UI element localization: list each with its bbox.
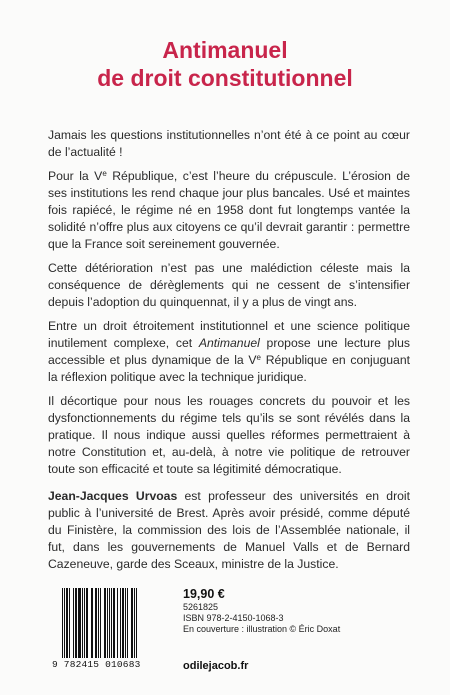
- price: 19,90 €: [183, 587, 225, 601]
- barcode: [52, 588, 172, 668]
- text-span: République en conjuguant la réflexion politique avec la technique juridique.: [48, 353, 410, 384]
- book-name-italic: Antimanuel: [198, 336, 260, 350]
- barcode-bar: [137, 588, 138, 658]
- text-span: Il décortique pour nous les rouages concrets du pouvoir et les dysfonctionnements du régime tels qu’ils se sont révélés dans la pratique. Il nous indique aussi quelles réformes permettraient à notre Constitution et, au-delà, à notre vie politique de retrouver toute son efficacité et toute sa légitimité démocratique.: [48, 394, 410, 476]
- text-span: propose une lecture plus accessible et plus dynamique de la V: [48, 336, 410, 367]
- book-title-line2: de droit constitutionnel: [97, 65, 353, 91]
- book-title-line1: Antimanuel: [162, 37, 288, 63]
- paragraph-antimanuel: [48, 318, 410, 386]
- isbn: ISBN 978-2-4150-1068-3: [183, 613, 284, 623]
- superscript: e: [102, 169, 107, 178]
- book-title: [0, 36, 450, 92]
- product-code: 5261825: [183, 602, 219, 612]
- text-span: Pour la V: [48, 169, 103, 183]
- author-bio: [48, 488, 410, 573]
- cover-credit: En couverture : illustration © Éric Doxat: [183, 624, 341, 634]
- author-name: Jean-Jacques Urvoas: [48, 489, 178, 503]
- barcode-number: 9 782415 010683: [52, 659, 141, 670]
- paragraph-deterioration: [48, 260, 410, 311]
- paragraph-crepuscule: [48, 168, 410, 253]
- publisher-website: odilejacob.fr: [183, 660, 249, 672]
- paragraph-rouages: [48, 393, 410, 478]
- barcode-bars: [62, 588, 162, 658]
- paragraph-intro: [48, 127, 410, 161]
- back-cover-text: [48, 127, 410, 580]
- superscript: e: [256, 353, 261, 362]
- text-span: Entre un droit étroitement institutionnel et une science politique inutilement complexe, cet: [48, 319, 410, 350]
- author-bio-text: est professeur des universités en droit public à l’université de Brest. Après avoir présidé, comme député du Finistère, la commission des lois de l’Assemblée nationale, il fut, dans les gouvernements de Manuel Valls et de Bernard Cazeneuve, garde des Sceaux, ministre de la Justice.: [48, 489, 410, 571]
- text-span: Cette détérioration n’est pas une malédiction céleste mais la conséquence de dérèglements qui ne cessent de s’intensifier depuis l’adoption du quinquennat, il y a plus de vingt ans.: [48, 261, 410, 309]
- book-metadata: [183, 602, 340, 635]
- paragraph-intro-text: Jamais les questions institutionnelles n’ont été à ce point au cœur de l’actualité !: [48, 128, 410, 159]
- text-span: République, c’est l’heure du crépuscule. L’érosion de ses institutions les rend chaque jour plus bancales. Usé et maintes fois rapiécé, le régime né en 1958 dont fut longtemps vantée la solidité n’offre plus aux citoyens ce qu’il devrait garantir : permettre que la France soit sereinement gouvernée.: [48, 169, 410, 251]
